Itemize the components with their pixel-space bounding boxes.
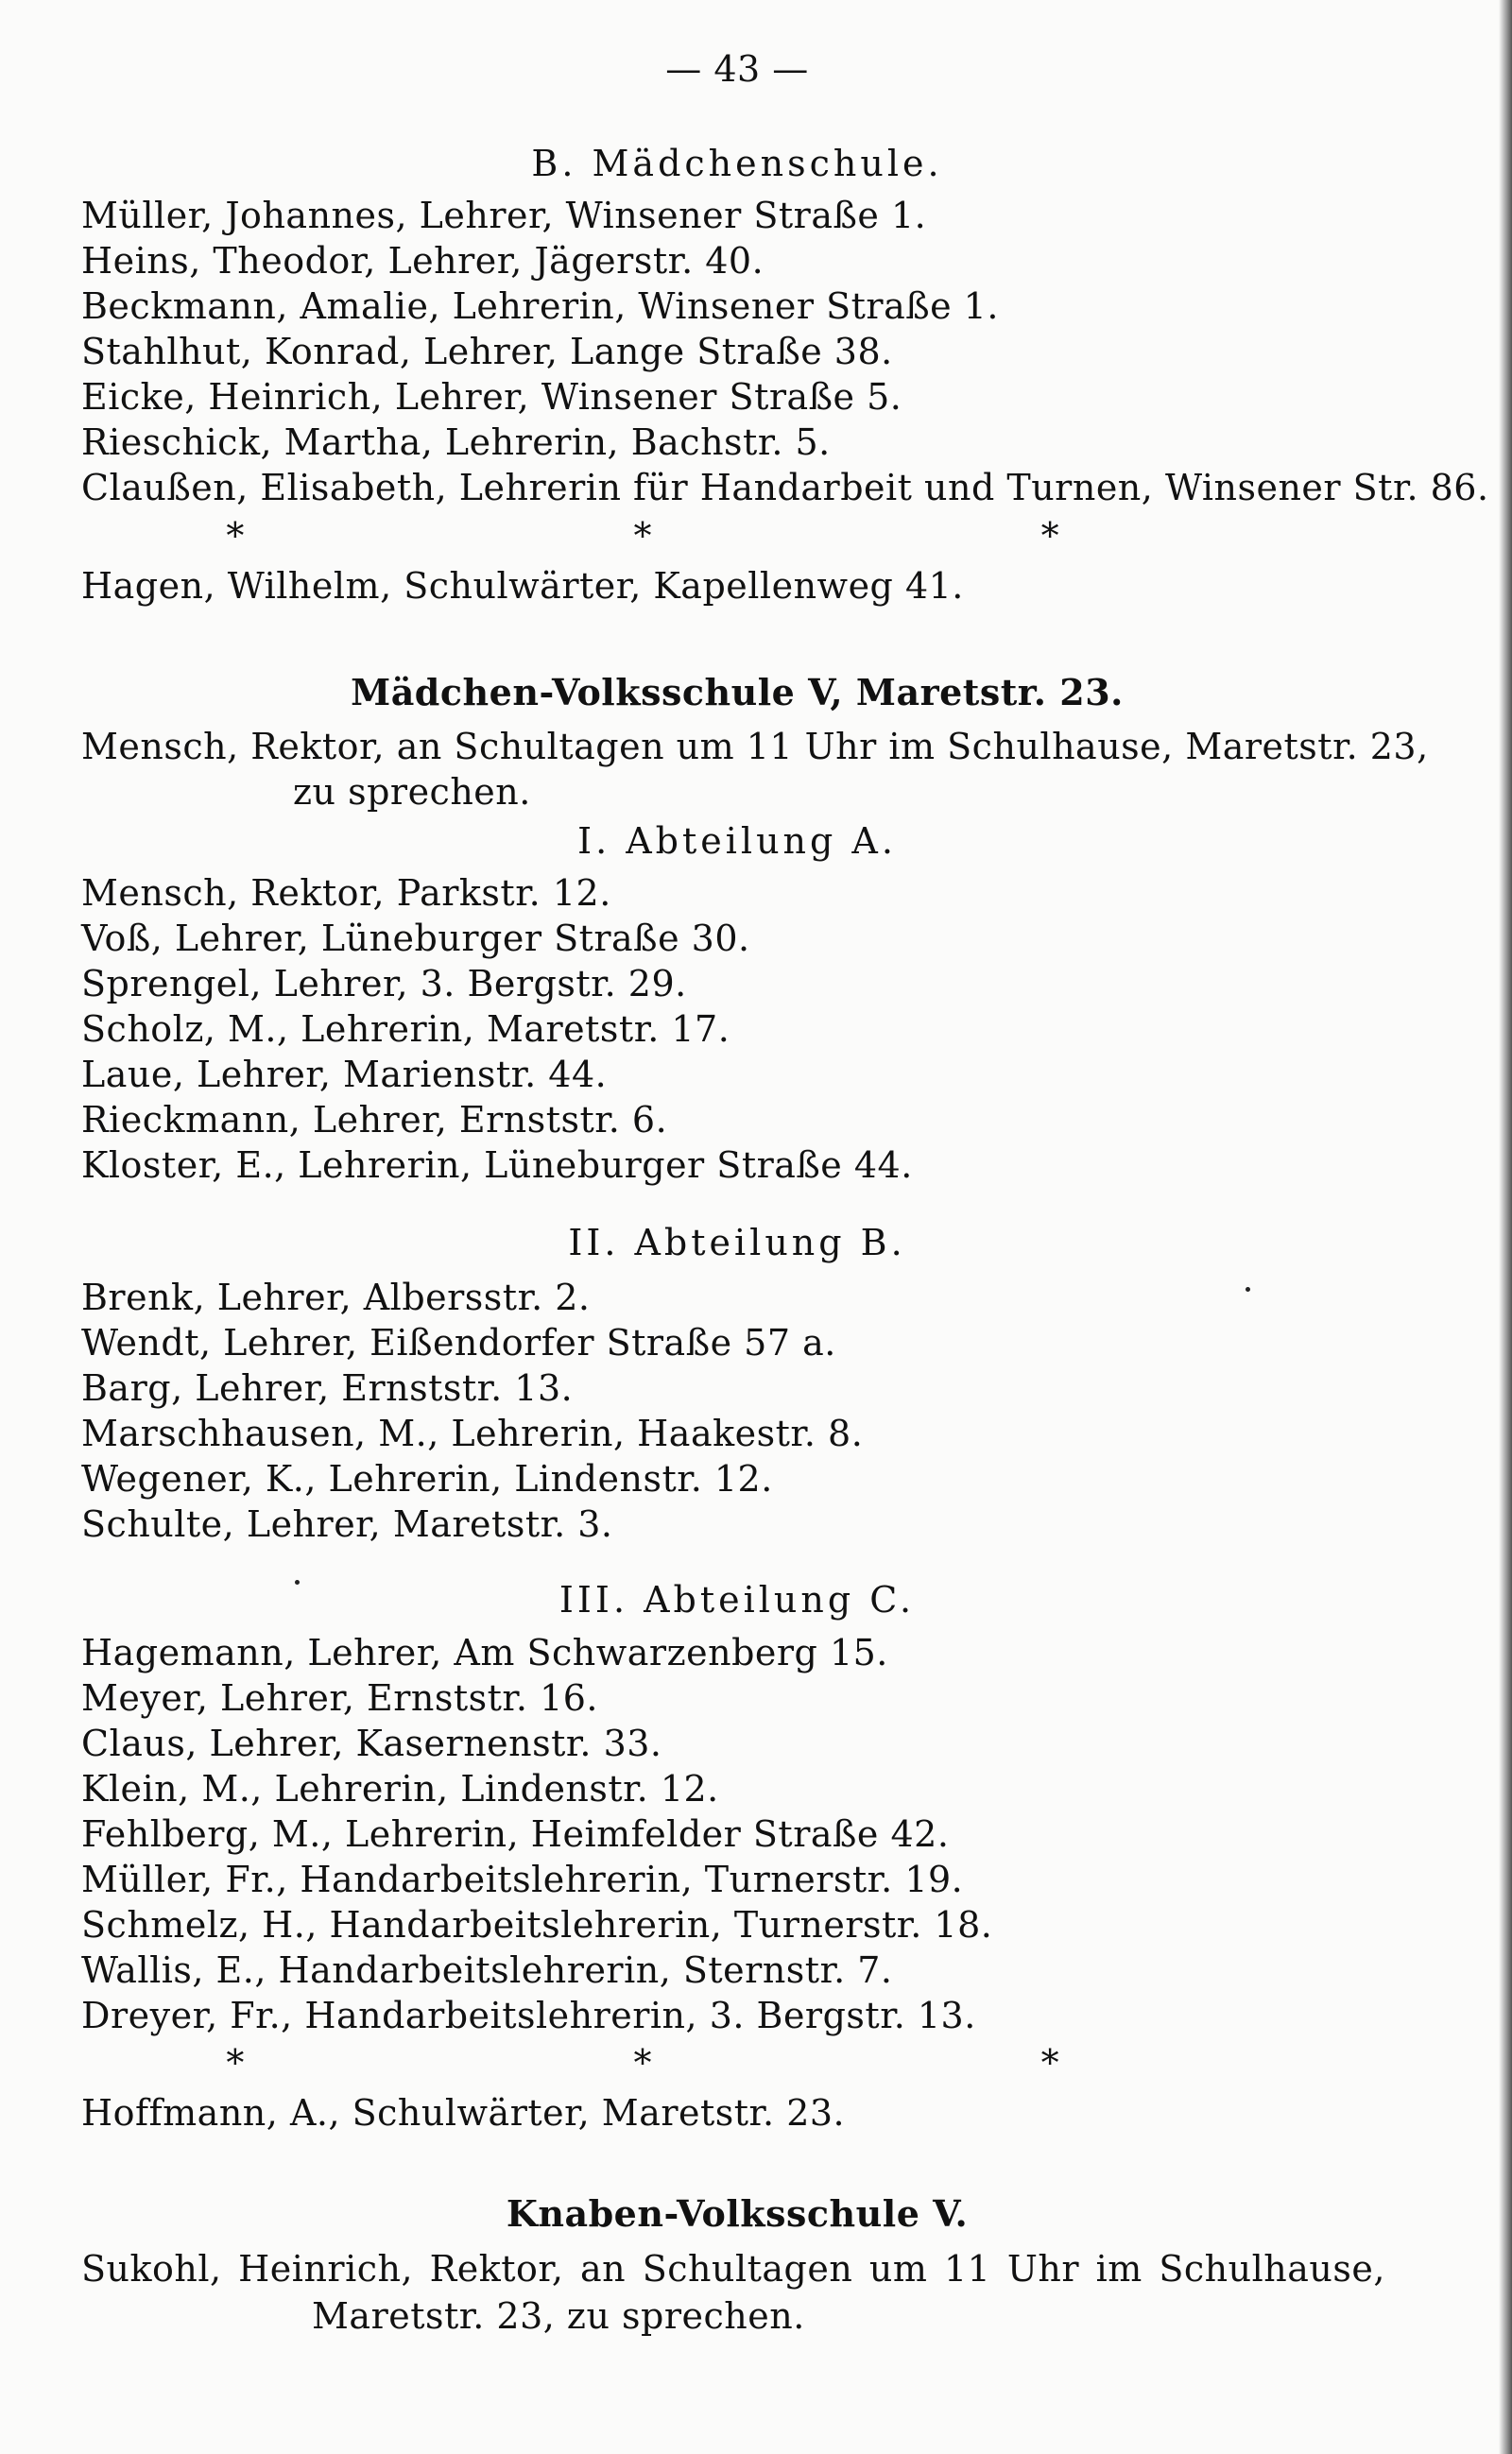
entry-line: Sprengel, Lehrer, 3. Bergstr. 29.	[81, 963, 687, 1004]
entry-line: Eicke, Heinrich, Lehrer, Winsener Straße 5.	[81, 376, 902, 418]
intro-word: Rektor,	[429, 2248, 564, 2290]
entry-line: Schmelz, H., Handarbeitslehrerin, Turnerstr. 18.	[81, 1904, 993, 1946]
intro-line-continuation: Maretstr. 23, zu sprechen.	[312, 2295, 805, 2337]
intro-word: Uhr	[1006, 2248, 1080, 2290]
entry-line: Müller, Johannes, Lehrer, Winsener Straße 1.	[81, 195, 927, 236]
entry-line: Wendt, Lehrer, Eißendorfer Straße 57 a.	[81, 1322, 836, 1364]
intro-word: um	[868, 2248, 928, 2290]
asterism-separator: * * *	[226, 515, 1248, 557]
entry-line: Claus, Lehrer, Kasernenstr. 33.	[81, 1723, 662, 1764]
intro-word: Sukohl,	[81, 2248, 222, 2290]
entry-line: Claußen, Elisabeth, Lehrerin für Handarbeit und Turnen, Winsener Str. 86.	[81, 467, 1489, 508]
intro-line-justified	[81, 2247, 1385, 2291]
intro-word: Schulhause,	[1159, 2248, 1385, 2290]
entry-line: Marschhausen, M., Lehrerin, Haakestr. 8.	[81, 1413, 864, 1454]
entry-line: Voß, Lehrer, Lüneburger Straße 30.	[81, 918, 750, 959]
entry-line: Heins, Theodor, Lehrer, Jägerstr. 40.	[81, 240, 765, 282]
entry-line: Rieckmann, Lehrer, Ernststr. 6.	[81, 1099, 668, 1141]
entry-line: Wegener, K., Lehrerin, Lindenstr. 12.	[81, 1458, 773, 1500]
entry-line: Kloster, E., Lehrerin, Lüneburger Straße 44.	[81, 1144, 913, 1186]
entry-line: Müller, Fr., Handarbeitslehrerin, Turnerstr. 19.	[81, 1859, 964, 1900]
intro-word: an	[580, 2248, 627, 2290]
asterism-separator: * * *	[226, 2042, 1248, 2084]
intro-line: Mensch, Rektor, an Schultagen um 11 Uhr im Schulhause, Maretstr. 23,	[81, 726, 1429, 767]
intro-word: Schultagen	[642, 2248, 853, 2290]
section-heading-maedchenschule: B. Mädchenschule.	[531, 143, 943, 184]
intro-line-continuation: zu sprechen.	[293, 771, 531, 813]
entry-line: Wallis, E., Handarbeitslehrerin, Sternstr. 7.	[81, 1949, 893, 1991]
section-heading-maedchen-volksschule: Mädchen-Volksschule V, Maretstr. 23.	[351, 671, 1124, 713]
entry-line: Hagemann, Lehrer, Am Schwarzenberg 15.	[81, 1632, 888, 1673]
entry-line: Beckmann, Amalie, Lehrerin, Winsener Straße 1.	[81, 285, 999, 327]
entry-line: Mensch, Rektor, Parkstr. 12.	[81, 872, 611, 914]
scan-edge-shadow	[1499, 0, 1512, 2454]
entry-line: Klein, M., Lehrerin, Lindenstr. 12.	[81, 1768, 719, 1810]
section-heading-knaben-volksschule: Knaben-Volksschule V.	[506, 2192, 969, 2235]
intro-word: im	[1095, 2248, 1143, 2290]
entry-line: Dreyer, Fr., Handarbeitslehrerin, 3. Bergstr. 13.	[81, 1995, 976, 2036]
intro-word: Heinrich,	[238, 2248, 414, 2290]
entry-line: Schulte, Lehrer, Maretstr. 3.	[81, 1503, 613, 1545]
subheading-abteilung-b: II. Abteilung B.	[568, 1222, 906, 1263]
entry-line: Laue, Lehrer, Marienstr. 44.	[81, 1054, 608, 1095]
scan-speck	[295, 1580, 300, 1585]
intro-word: 11	[943, 2248, 991, 2290]
entry-line: Barg, Lehrer, Ernststr. 13.	[81, 1367, 574, 1409]
page-number: — 43 —	[665, 48, 809, 90]
subheading-abteilung-a: I. Abteilung A.	[577, 820, 897, 862]
entry-line: Stahlhut, Konrad, Lehrer, Lange Straße 38.	[81, 331, 893, 372]
entry-line: Scholz, M., Lehrerin, Maretstr. 17.	[81, 1008, 730, 1050]
scan-speck	[1246, 1287, 1250, 1292]
entry-line: Rieschick, Martha, Lehrerin, Bachstr. 5.	[81, 421, 831, 463]
entry-line: Meyer, Lehrer, Ernststr. 16.	[81, 1677, 599, 1719]
entry-line: Fehlberg, M., Lehrerin, Heimfelder Straße 42.	[81, 1813, 950, 1855]
janitor-entry: Hoffmann, A., Schulwärter, Maretstr. 23.	[81, 2092, 846, 2134]
subheading-abteilung-c: III. Abteilung C.	[558, 1579, 916, 1621]
janitor-entry: Hagen, Wilhelm, Schulwärter, Kapellenweg 41.	[81, 565, 964, 607]
entry-line: Brenk, Lehrer, Albersstr. 2.	[81, 1277, 591, 1318]
